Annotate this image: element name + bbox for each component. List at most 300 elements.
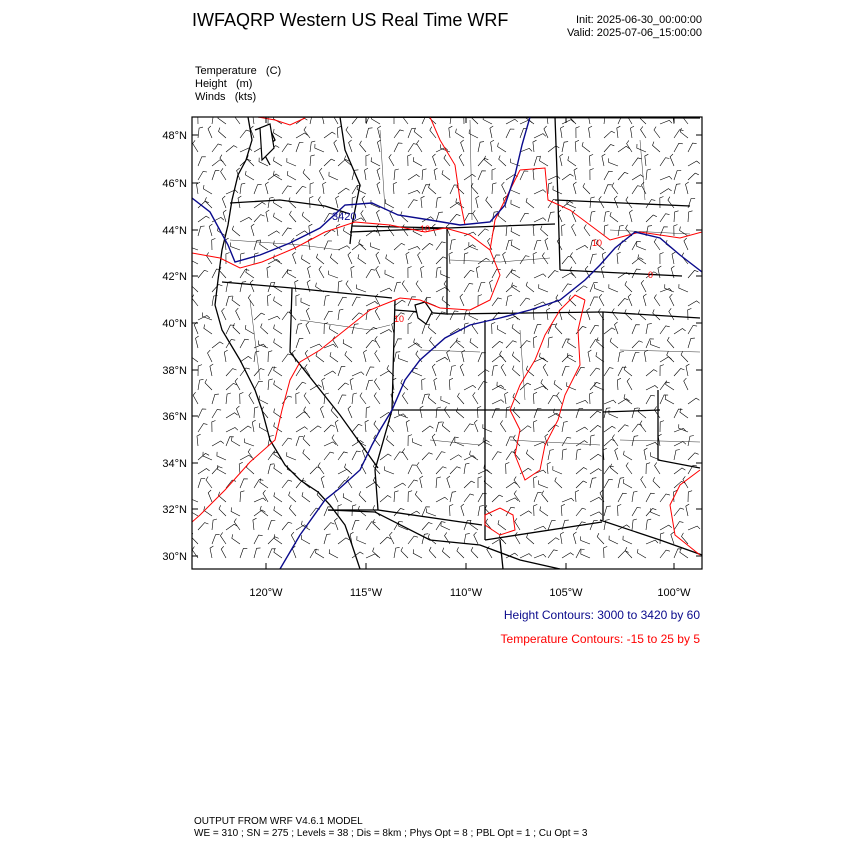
wind-barb [660,550,670,558]
wind-barb [506,498,518,502]
wind-barb [492,400,504,404]
wind-barb [318,463,324,475]
latitude-label: 38°N [162,365,187,377]
wind-barb [422,426,433,432]
wind-barb [486,519,492,530]
wind-barb [688,301,700,306]
wind-barb [301,535,310,544]
wind-barb [540,353,549,362]
wind-barb [310,183,314,194]
wind-barb [198,270,208,278]
wind-barb [450,492,456,502]
wind-barb [245,325,254,334]
latitude-label: 46°N [162,178,187,190]
wind-barb [534,324,541,334]
wind-barb [674,442,686,447]
wind-barb [520,341,531,348]
wind-barb [240,148,252,152]
wind-barb [533,308,537,320]
wind-barb [226,296,233,306]
wind-barb [432,364,436,376]
wind-barb [492,183,497,194]
wind-barb [236,308,240,320]
wind-barb [415,491,422,502]
wind-barb [274,548,282,558]
wind-barb [329,172,338,180]
wind-barb [366,128,373,138]
wind-barb [375,350,380,362]
wind-barb [240,339,249,348]
wind-barb [660,421,664,432]
wind-barb [436,467,447,474]
wind-barb [688,211,693,222]
wind-barb [219,128,227,138]
wind-barb [584,225,590,237]
wind-barb [602,154,605,166]
wind-barb [604,131,615,138]
wind-barb [254,185,262,194]
wind-barb [408,312,418,320]
wind-barb [627,140,632,152]
wind-barb [282,228,292,236]
wind-barb [408,267,412,279]
wind-barb [506,407,510,418]
wind-barb [231,437,240,446]
wind-barb [604,368,613,376]
wind-barb [618,367,627,376]
wind-barb [248,449,254,461]
wind-barb [626,197,632,208]
wind-barb [240,130,250,138]
wind-barb [498,212,506,222]
wind-barb [330,254,338,264]
wind-barb [674,170,681,180]
wind-barb [576,481,587,488]
wind-barb [562,553,574,558]
wind-barb [464,533,470,544]
height-contours [192,117,702,569]
wind-barb [252,420,255,432]
wind-barb [646,169,651,180]
wind-barb [646,215,657,222]
wind-barb [373,519,380,530]
wind-barb [366,522,376,530]
wind-barb [646,395,655,404]
field-height: Height (m) [195,78,253,90]
wind-barb [289,505,296,516]
wind-barb [641,126,647,138]
wind-barb [345,464,353,474]
wind-barb [296,186,306,194]
wind-barb [670,154,674,166]
wind-barb [316,352,324,362]
wind-barb [583,183,590,194]
wind-barb [399,355,408,363]
wind-barb [615,448,618,460]
wind-barb [233,323,240,334]
wind-barb [506,296,512,307]
wind-barb [442,548,450,558]
wind-barb [371,157,380,166]
wind-barb [478,142,484,152]
wind-barb [688,338,695,348]
wind-barb [348,252,352,264]
wind-barb [490,280,493,292]
wind-barb [625,281,632,292]
wind-barb [646,519,651,530]
wind-barb [198,409,206,418]
wind-barb [655,462,661,474]
wind-barb [417,462,422,474]
wind-barb [329,325,338,334]
longitude-label: 105°W [549,587,583,599]
wind-barb [604,145,614,153]
wind-barb [534,420,538,432]
wind-barb [660,176,672,180]
wind-barb [268,521,275,531]
wind-barb [206,477,212,488]
wind-barb [414,128,422,138]
wind-barb [208,350,213,362]
wind-barb [450,239,456,250]
wind-barb [604,479,613,488]
wind-barb [459,154,464,166]
wind-barb [203,452,212,460]
wind-barb [203,313,213,321]
wind-barb [254,498,266,502]
wind-barb [492,341,503,348]
wind-barb [249,392,254,404]
wind-barb [526,282,534,292]
wind-barb [643,294,646,306]
wind-barb [376,224,380,236]
wind-barb [474,532,478,544]
wind-barb [688,526,700,530]
wind-barb [442,296,450,306]
wind-barb [198,316,210,321]
wind-barb [240,455,252,460]
wind-barb [324,311,333,320]
wind-barb [654,127,660,138]
wind-barb [254,510,265,516]
wind-barb [625,309,632,320]
wind-barb [240,392,244,404]
wind-barb [627,378,632,390]
wind-barb [413,438,422,446]
wind-barb [654,406,660,418]
wind-barb [604,439,615,446]
wind-barb [348,406,352,418]
wind-barb [217,452,226,460]
wind-barb [604,400,616,404]
wind-barb [462,350,465,362]
wind-barb [612,183,618,194]
wind-barb [464,253,468,264]
wind-barb [198,453,209,460]
wind-barb [526,450,534,460]
wind-barb [464,174,476,180]
wind-barb [660,365,664,376]
wind-barb [436,197,441,208]
wind-barb [660,326,670,334]
wind-barb [306,322,310,334]
wind-barb [380,454,391,460]
wind-barb [303,449,310,460]
wind-barb [450,341,460,348]
wind-barb [492,255,500,264]
wind-barb [520,554,532,558]
wind-barb [337,224,341,236]
wind-barb [557,392,562,404]
wind-barb [428,324,436,334]
wind-barb [461,140,464,152]
wind-barb [534,274,546,278]
wind-barb [667,337,674,348]
wind-barb [212,441,224,446]
temperature-contours [192,117,702,555]
wind-barb [366,407,370,418]
wind-barb [645,154,649,166]
wind-barb [520,120,532,124]
wind-barb [240,479,248,488]
wind-barb [377,168,380,180]
wind-barb [402,392,408,404]
wind-barb [653,142,661,152]
wind-barb [205,379,212,390]
wind-barb [686,364,689,376]
wind-barb [534,240,541,250]
wind-barb [450,504,454,516]
wind-barb [534,134,546,138]
wind-barb [365,168,369,180]
wind-barb [324,323,328,334]
wind-barb [473,392,478,404]
wind-barb [224,350,227,362]
wind-barb [688,436,694,447]
wind-barb [513,407,520,418]
wind-barb [350,378,353,390]
wind-barb [315,144,324,152]
longitude-label: 120°W [249,587,283,599]
wind-barb [198,469,210,475]
wind-barb [296,338,303,348]
wind-barb [660,158,669,166]
wind-barb [196,336,199,348]
wind-barb [483,424,492,432]
wind-barb [427,509,436,517]
wind-barb [665,284,674,292]
model-config: WE = 310 ; SN = 275 ; Levels = 38 ; Dis = 8km ; Phys Opt = 8 ; PBL Opt = 1 ; Cu Opt = 3 [194,828,588,839]
wind-barb [520,383,531,390]
wind-barb [324,159,335,166]
wind-barb [253,518,257,530]
wind-barb [604,546,608,558]
wind-barb [408,536,418,544]
wind-barb [520,426,531,432]
latitude-label: 40°N [162,318,187,330]
wind-barb [501,364,506,376]
wind-barb [290,211,297,222]
wind-barb [198,226,205,236]
wind-barb [460,364,464,376]
wind-barb [548,183,552,194]
wind-barb [436,242,446,250]
wind-barb [226,393,231,404]
wind-barb [638,408,646,418]
wind-barb [189,494,198,502]
wind-barb [492,452,502,460]
wind-barb [597,533,604,544]
wind-barb [394,483,406,488]
wind-barb [371,115,380,124]
wind-barb [282,354,292,362]
wind-barb [679,284,688,292]
wind-barb [672,252,675,264]
wind-barb [511,200,520,208]
wind-barb [422,243,433,250]
wind-barb [422,115,430,124]
wind-barb [511,241,520,250]
wind-barb [561,504,565,516]
wind-barb [674,409,683,418]
wind-barb [250,280,254,292]
wind-barb [268,464,274,474]
wind-barb [408,175,420,181]
wind-barb [343,493,352,502]
wind-barb [338,469,350,474]
wind-barb [632,175,644,180]
wind-barb [198,113,202,125]
wind-barb [343,339,352,348]
wind-barb [562,256,572,264]
wind-barb [660,494,670,502]
wind-barb [373,548,380,558]
wind-barb [548,271,558,279]
wind-barb [268,113,272,124]
wind-barb [268,379,273,390]
wind-barb [413,549,422,558]
wind-barb [402,113,408,124]
wind-barb [632,158,642,166]
wind-barb [282,480,292,488]
wind-barb [408,480,418,488]
wind-barb [377,140,380,152]
wind-barb [394,282,401,292]
wind-barb [334,140,338,152]
wind-barb [324,534,331,544]
wind-barb [660,357,672,362]
wind-barb [322,112,325,124]
wind-barb [576,508,586,516]
wind-barb [248,295,254,307]
wind-barb [449,378,453,390]
wind-barb [534,526,546,530]
wind-barb [254,202,266,208]
wind-barb [637,144,646,152]
wind-barb [534,218,546,222]
wind-barb [590,325,599,334]
wind-barb [660,533,664,544]
wind-barb [319,266,324,278]
wind-barb [548,550,558,558]
wind-barb [545,238,548,250]
wind-barb [644,350,647,362]
wind-barb [562,224,566,236]
longitude-label: 115°W [349,587,383,599]
wind-barb [623,479,632,488]
wind-barb [660,120,672,124]
wind-barb [220,532,226,544]
wind-barb [422,523,432,531]
wind-barb [562,284,572,292]
wind-barb [219,267,226,278]
wind-barb [441,522,450,530]
wind-barb [234,113,240,125]
wind-barb [408,200,418,208]
wind-barb [458,393,465,404]
wind-barb [478,229,489,236]
wind-barb [542,491,548,502]
wind-barb [253,112,257,124]
wind-barb [212,342,223,348]
wind-barb [506,437,514,446]
wind-barb [316,549,325,558]
wind-barb [614,196,618,208]
wind-barb [274,213,283,222]
wind-barbs [189,112,701,558]
wind-barb [568,156,576,166]
wind-barb [590,297,598,306]
wind-barb [189,243,199,250]
wind-barb [287,269,296,278]
wind-barb [570,267,576,278]
wind-barb [576,549,585,558]
wind-barb [422,453,433,460]
wind-barb [212,238,216,250]
wind-barb [562,174,574,180]
wind-barb [360,141,366,152]
wind-barb [408,154,412,166]
wind-barb [193,140,198,152]
wind-barb [380,537,391,544]
wind-barb [352,372,364,376]
wind-barb [587,308,590,320]
model-version: OUTPUT FROM WRF V4.6.1 MODEL [194,816,363,827]
wind-barb [421,196,425,208]
wind-barb [617,252,621,264]
wind-barb [590,469,602,474]
wind-barb [590,211,595,222]
wind-barb [456,408,464,418]
wind-barb [338,383,349,390]
wind-barb [422,169,427,180]
wind-barb [324,425,335,432]
wind-barb [240,253,245,264]
wind-barb [610,338,618,348]
wind-barb [548,538,559,544]
wind-barb [394,130,404,138]
wind-barb [688,398,699,404]
wind-barb [338,366,345,376]
wind-barb [464,213,473,222]
wind-barb [478,370,489,376]
wind-barb [296,295,300,307]
wind-barb [436,497,448,502]
wind-barb [394,169,399,180]
wind-barb [629,210,632,222]
wind-barb [520,148,532,152]
wind-barb [543,364,548,376]
